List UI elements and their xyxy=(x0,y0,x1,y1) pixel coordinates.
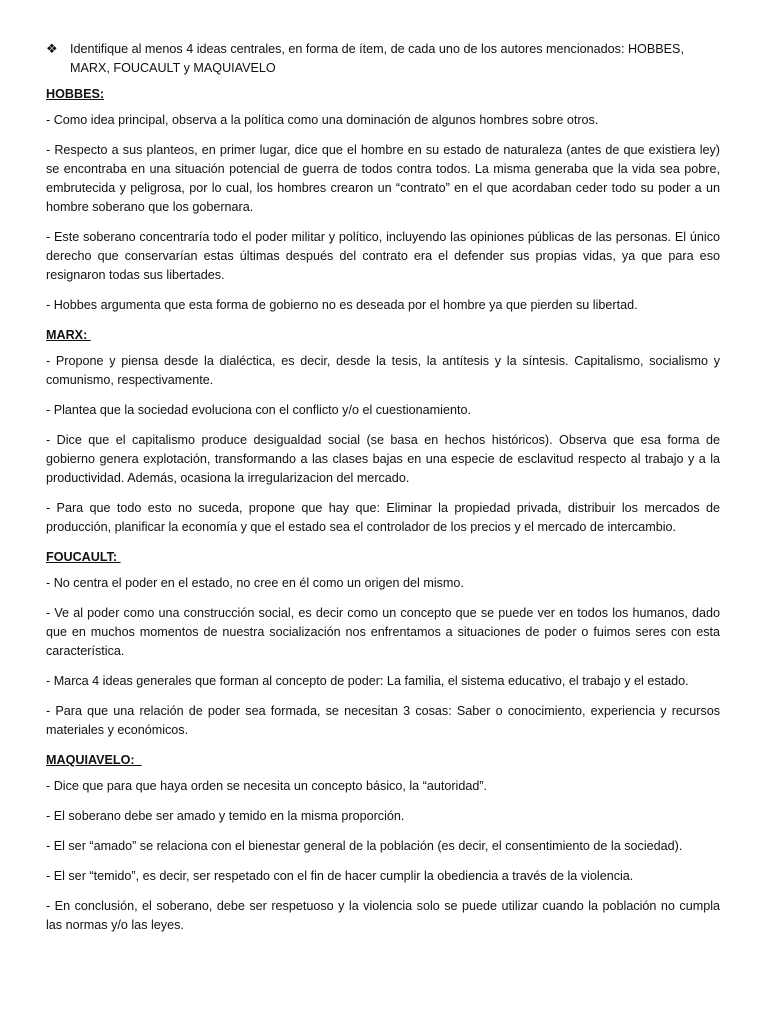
diamond-bullet-icon: ❖ xyxy=(46,42,58,57)
section-heading: HOBBES: xyxy=(46,87,105,101)
section-hobbes xyxy=(46,85,720,315)
paragraph: - Dice que para que haya orden se necesita un concepto básico, la “autoridad”. xyxy=(46,779,488,793)
paragraph: - Marca 4 ideas generales que forman al concepto de poder: La familia, el sistema educativo, el trabajo y el estado. xyxy=(46,674,689,688)
section-heading: MAQUIAVELO: xyxy=(46,753,142,767)
paragraph: - En conclusión, el soberano, debe ser respetuoso y la violencia solo se puede utilizar cuando la población no cumpla las normas y/o las leyes. xyxy=(46,899,720,932)
paragraph: - El ser “amado” se relaciona con el bienestar general de la población (es decir, el consentimiento de la sociedad). xyxy=(46,839,683,853)
intro-instruction xyxy=(46,40,720,78)
paragraph: - Para que todo esto no suceda, propone que hay que: Eliminar la propiedad privada, distribuir los mercados de producción, planificar la economía y que el estado sea el controlador de los precios y el mercado de intercambio. xyxy=(46,501,720,534)
paragraph: - Este soberano concentraría todo el poder militar y político, incluyendo las opiniones públicas de las personas. El único derecho que conservarían estas últimas después del contrato era el defender sus propias vidas, ya que para eso resignaron todas sus libertades. xyxy=(46,230,720,282)
paragraph: - Como idea principal, observa a la política como una dominación de algunos hombres sobre otros. xyxy=(46,113,599,127)
paragraph: - El ser “temido”, es decir, ser respetado con el fin de hacer cumplir la obediencia a través de la violencia. xyxy=(46,869,634,883)
section-maquiavelo xyxy=(46,751,720,935)
paragraph: - Ve al poder como una construcción social, es decir como un concepto que se puede ver en todos los humanos, dado que en muchos momentos de nuestra socialización nos enfrentamos a situaciones de poder o fuimos seres con esta característica. xyxy=(46,606,720,658)
paragraph: - El soberano debe ser amado y temido en la misma proporción. xyxy=(46,809,405,823)
paragraph: - Propone y piensa desde la dialéctica, es decir, desde la tesis, la antítesis y la síntesis. Capitalismo, socialismo y comunismo, respectivamente. xyxy=(46,354,720,387)
paragraph: - Para que una relación de poder sea formada, se necesitan 3 cosas: Saber o conocimiento, experiencia y recursos materiales y económicos. xyxy=(46,704,720,737)
section-foucault xyxy=(46,548,720,740)
paragraph: - Hobbes argumenta que esta forma de gobierno no es deseada por el hombre ya que pierden su libertad. xyxy=(46,298,638,312)
section-marx xyxy=(46,326,720,537)
paragraph: - Plantea que la sociedad evoluciona con el conflicto y/o el cuestionamiento. xyxy=(46,403,471,417)
paragraph: - Respecto a sus planteos, en primer lugar, dice que el hombre en su estado de naturaleza (antes de que existiera ley) se encontraba en una situación potencial de guerra de todos contra todos. La misma generaba que la vida sea pobre, embrutecida y peligrosa, por lo cual, los hombres crearon un “contrato” en el que acordaban ceder todo su poder a un hombre soberano que los gobernara. xyxy=(46,143,720,214)
section-heading: FOUCAULT: xyxy=(46,550,121,564)
intro-text: Identifique al menos 4 ideas centrales, en forma de ítem, de cada uno de los autores mencionados: HOBBES, MARX, FOUCAULT y MAQUIAVELO xyxy=(70,42,684,75)
section-heading: MARX: xyxy=(46,328,91,342)
paragraph: - Dice que el capitalismo produce desigualdad social (se basa en hechos históricos). Observa que esa forma de gobierno genera explotación, transformando a las clases bajas en una especie de esclavitud respecto al trabajo y a la productividad. Además, ocasiona la irregularizacion del mercado. xyxy=(46,433,720,485)
paragraph: - No centra el poder en el estado, no cree en él como un origen del mismo. xyxy=(46,576,464,590)
